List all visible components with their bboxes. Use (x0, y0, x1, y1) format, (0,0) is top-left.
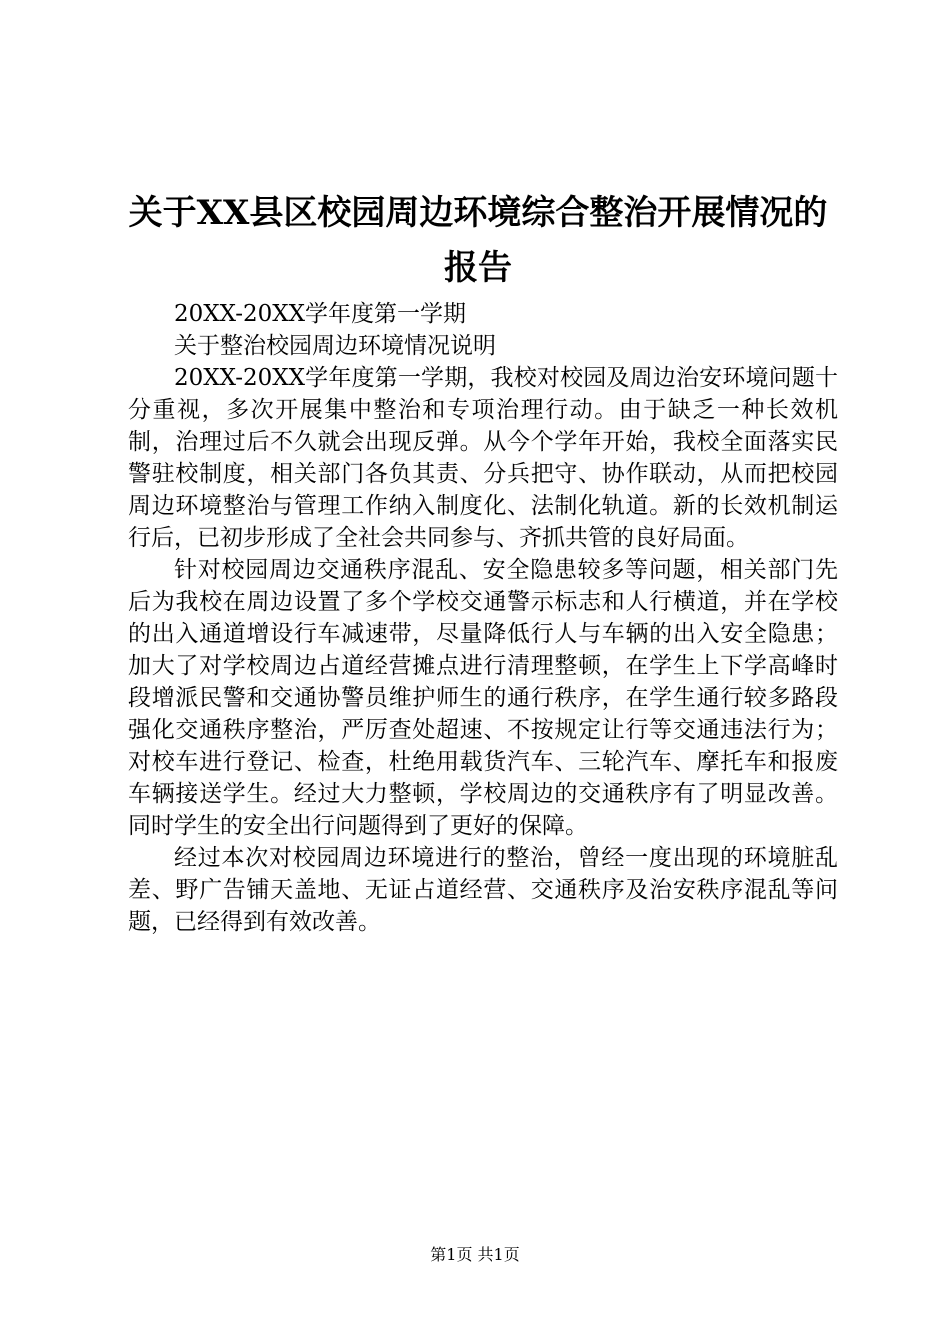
body-paragraph: 经过本次对校园周边环境进行的整治，曾经一度出现的环境脏乱差、野广告铺天盖地、无证占道经营、交通秩序及治安秩序混乱等问题，已经得到有效改善。 (128, 845, 838, 935)
page-footer: 第1页 共1页 (430, 1245, 520, 1264)
body-paragraph: 针对校园周边交通秩序混乱、安全隐患较多等问题，相关部门先后为我校在周边设置了多个学校交通警示标志和人行横道，并在学校的出入通道增设行车减速带，尽量降低行人与车辆的出入安全隐患；加大了对学校周边占道经营摊点进行清理整顿，在学生上下学高峰时段增派民警和交通协警员维护师生的通行秩序，在学生通行较多路段强化交通秩序整治，严厉查处超速、不按规定让行等交通违法行为；对校车进行登记、检查，杜绝用载货汽车、三轮汽车、摩托车和报废车辆接送学生。经过大力整顿，学校周边的交通秩序有了明显改善。同时学生的安全出行问题得到了更好的保障。 (128, 557, 838, 839)
subtitle-topic: 关于整治校园周边环境情况说明 (174, 333, 496, 359)
document-title: 关于XX县区校园周边环境综合整治开展情况的报告 (128, 193, 828, 288)
subtitle-term: 20XX-20XX学年度第一学期 (174, 301, 466, 327)
document-body (128, 298, 838, 938)
body-paragraph: 20XX-20XX学年度第一学期，我校对校园及周边治安环境问题十分重视，多次开展集中整治和专项治理行动。由于缺乏一种长效机制，治理过后不久就会出现反弹。从今个学年开始，我校全面落实民警驻校制度，相关部门各负其责、分兵把守、协作联动，从而把校园周边环境整治与管理工作纳入制度化、法制化轨道。新的长效机制运行后，已初步形成了全社会共同参与、齐抓共管的良好局面。 (128, 365, 838, 551)
